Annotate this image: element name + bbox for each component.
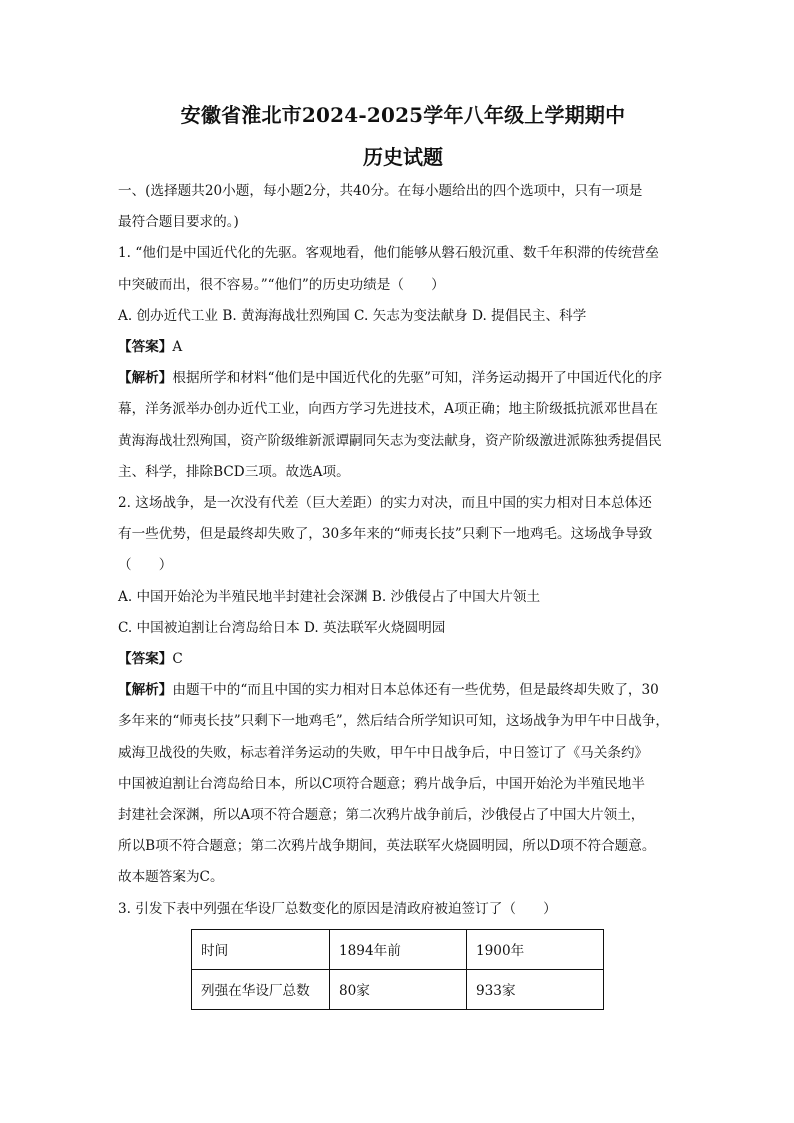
table-row: [192, 929, 604, 969]
answer-tag: 【答案】: [118, 339, 173, 356]
table-cell: 时间: [192, 929, 330, 969]
q2-analysis-line-7: 故本题答案为C。: [118, 869, 224, 886]
q1-options: A. 创办近代工业 B. 黄海海战壮烈殉国 C. 矢志为变法献身 D. 提倡民主、科学: [118, 307, 587, 324]
q2-answer-value: C: [172, 651, 183, 668]
section-intro-line-2: 最符合题目要求的。): [118, 214, 239, 231]
q2-analysis-line-1: 【解析】由题干中的“而且中国的实力相对日本总体还有一些优势，但是最终却失败了，30: [118, 682, 659, 699]
q2-answer: [118, 644, 688, 675]
table-cell: 1900年: [467, 929, 604, 969]
analysis-tag: 【解析】: [118, 682, 173, 699]
q1-stem-line-1: 1. “他们是中国近代化的先驱。客观地看，他们能够从磐石般沉重、数千年积滞的传统营垒: [118, 245, 659, 262]
q1-answer: [118, 332, 688, 363]
section-intro-line-1: 一、(选择题共20小题，每小题2分，共40分。在每小题给出的四个选项中，只有一项是: [118, 183, 643, 199]
document-subtitle: 历史试题: [363, 145, 443, 169]
q2-options-line-1: A. 中国开始沦为半殖民地半封建社会深渊 B. 沙俄侵占了中国大片领土: [118, 588, 541, 605]
table-row: [192, 969, 604, 1009]
q1-analysis-line-4: 主、科学，排除BCD三项。故选A项。: [118, 463, 350, 480]
q2-analysis-line-5: 封建社会深渊，所以A项不符合题意；第二次鸦片战争前后，沙俄侵占了中国大片领土，: [118, 807, 645, 824]
q1-stem-line-2: 中突破而出，很不容易。”“他们”的历史功绩是（ ）: [118, 276, 445, 293]
q1-analysis-line-3: 黄海海战壮烈殉国，资产阶级维新派谭嗣同矢志为变法献身，资产阶级激进派陈独秀提倡民: [118, 432, 662, 449]
table-cell: 列强在华设厂总数: [192, 969, 330, 1009]
table-cell: 933家: [467, 969, 604, 1009]
q2-analysis-line-4: 中国被迫割让台湾岛给日本，所以C项符合题意；鸦片战争后，中国开始沦为半殖民地半: [118, 775, 645, 792]
q3-stem: 3. 引发下表中列强在华设厂总数变化的原因是清政府被迫签订了（ ）: [118, 900, 557, 917]
q2-analysis-line-3: 威海卫战役的失败，标志着洋务运动的失败，甲午中日战争后，中日签订了《马关条约》: [118, 744, 649, 761]
analysis-tag: 【解析】: [118, 370, 173, 387]
document-title: 安徽省淮北市2024-2025学年八年级上学期期中: [180, 103, 626, 127]
table-cell: 80家: [330, 969, 467, 1009]
q2-stem-line-2: 有一些优势，但是最终却失败了，30多年来的“师夷长技”只剩下一地鸡毛。这场战争导致: [118, 526, 653, 543]
table-cell: 1894年前: [330, 929, 467, 969]
q2-stem-line-1: 2. 这场战争，是一次没有代差（巨大差距）的实力对决，而且中国的实力相对日本总体还: [118, 495, 652, 512]
q3-data-table: [191, 929, 604, 1010]
answer-tag: 【答案】: [118, 651, 173, 668]
q1-answer-value: A: [172, 339, 183, 356]
q2-options-line-2: C. 中国被迫割让台湾岛给日本 D. 英法联军火烧圆明园: [118, 619, 446, 636]
q2-stem-line-3: （ ）: [118, 557, 173, 574]
document-page: [118, 100, 688, 1010]
q2-analysis-line-2: 多年来的“师夷长技”只剩下一地鸡毛”，然后结合所学知识可知，这场战争为甲午中日战争，: [118, 713, 670, 730]
q2-analysis-line-6: 所以B项不符合题意；第二次鸦片战争期间，英法联军火烧圆明园，所以D项不符合题意。: [118, 838, 656, 855]
q1-analysis-line-1: 【解析】根据所学和材料“他们是中国近代化的先驱”可知，洋务运动揭开了中国近代化的序: [118, 370, 663, 387]
q1-analysis-line-2: 幕，洋务派举办创办近代工业，向西方学习先进技术，A项正确；地主阶级抵抗派邓世昌在: [118, 401, 658, 418]
